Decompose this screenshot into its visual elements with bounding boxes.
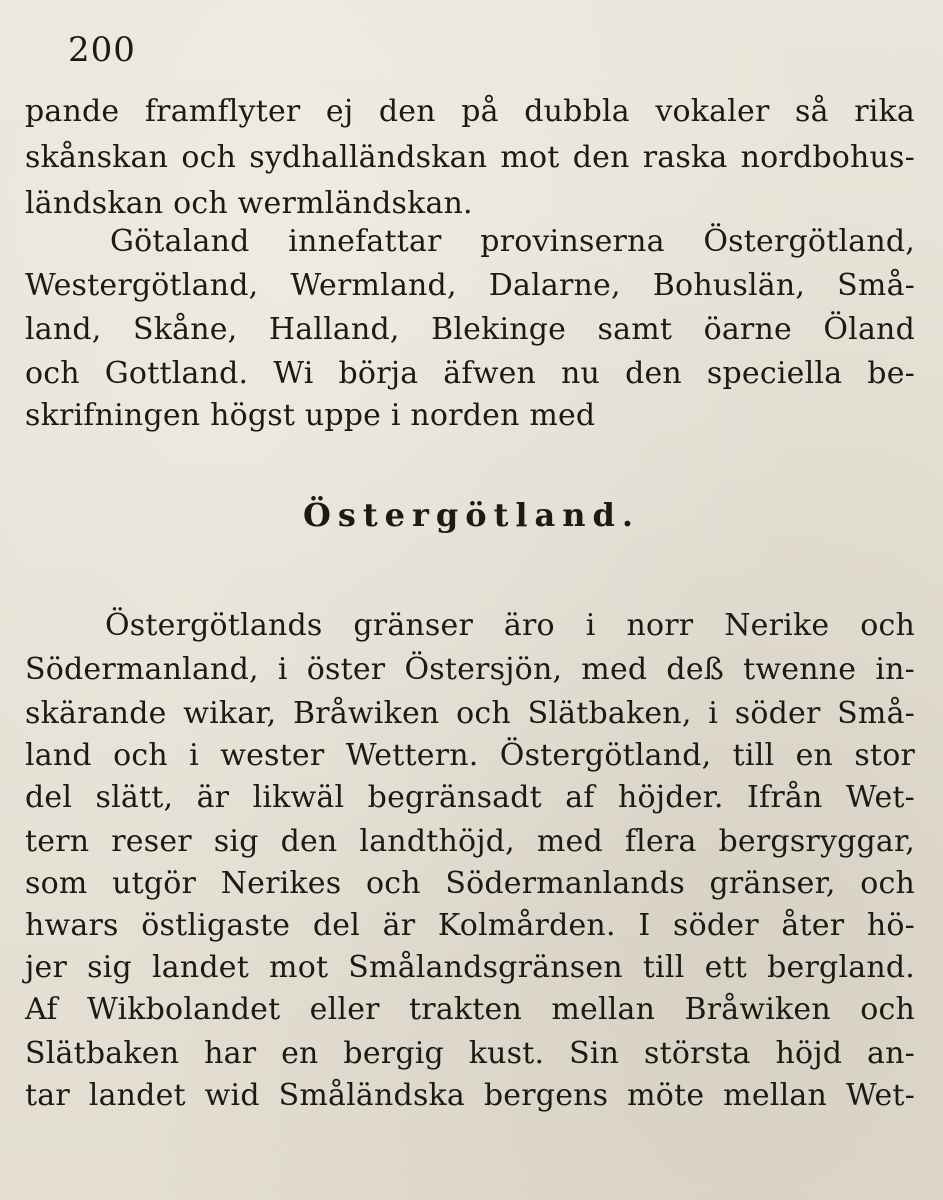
text-line: skrifningen högst uppe i norden med <box>25 398 596 433</box>
text-line: tar landet wid Småländska bergens möte mellan Wet- <box>25 1078 915 1113</box>
text-line: del slätt, är likwäl begränsadt af höjder. Ifrån Wet- <box>25 780 915 815</box>
text-line: hwars östligaste del är Kolmården. I söder åter hö- <box>25 908 915 943</box>
text-line: tern reser sig den landthöjd, med flera bergsryggar, <box>25 824 915 859</box>
text-line: Södermanland, i öster Östersjön, med deß twenne in- <box>25 652 915 687</box>
text-line: Af Wikbolandet eller trakten mellan Bråwiken och <box>25 992 915 1027</box>
section-heading: Östergötland. <box>302 496 641 534</box>
text-line: som utgör Nerikes och Södermanlands gränser, och <box>25 866 915 901</box>
text-line: skånskan och sydhalländskan mot den raska nordbohus- <box>25 140 915 175</box>
text-line: Slätbaken har en bergig kust. Sin största höjd an- <box>25 1036 915 1071</box>
text-line: jer sig landet mot Smålandsgränsen till ett bergland. <box>25 950 915 985</box>
page-number: 200 <box>68 30 136 70</box>
text-line: ländskan och wermländskan. <box>25 186 473 221</box>
text-line: land och i wester Wettern. Östergötland, till en stor <box>25 738 915 773</box>
text-line: Östergötlands gränser äro i norr Nerike och <box>105 608 915 643</box>
text-line: Götaland innefattar provinserna Östergötland, <box>110 224 915 259</box>
text-line: och Gottland. Wi börja äfwen nu den speciella be- <box>25 356 915 391</box>
text-line: Westergötland, Wermland, Dalarne, Bohuslän, Små- <box>25 268 915 303</box>
text-line: skärande wikar, Bråwiken och Slätbaken, i söder Små- <box>25 696 915 731</box>
text-line: pande framflyter ej den på dubbla vokaler så rika <box>25 94 915 129</box>
text-line: land, Skåne, Halland, Blekinge samt öarne Öland <box>25 312 915 347</box>
